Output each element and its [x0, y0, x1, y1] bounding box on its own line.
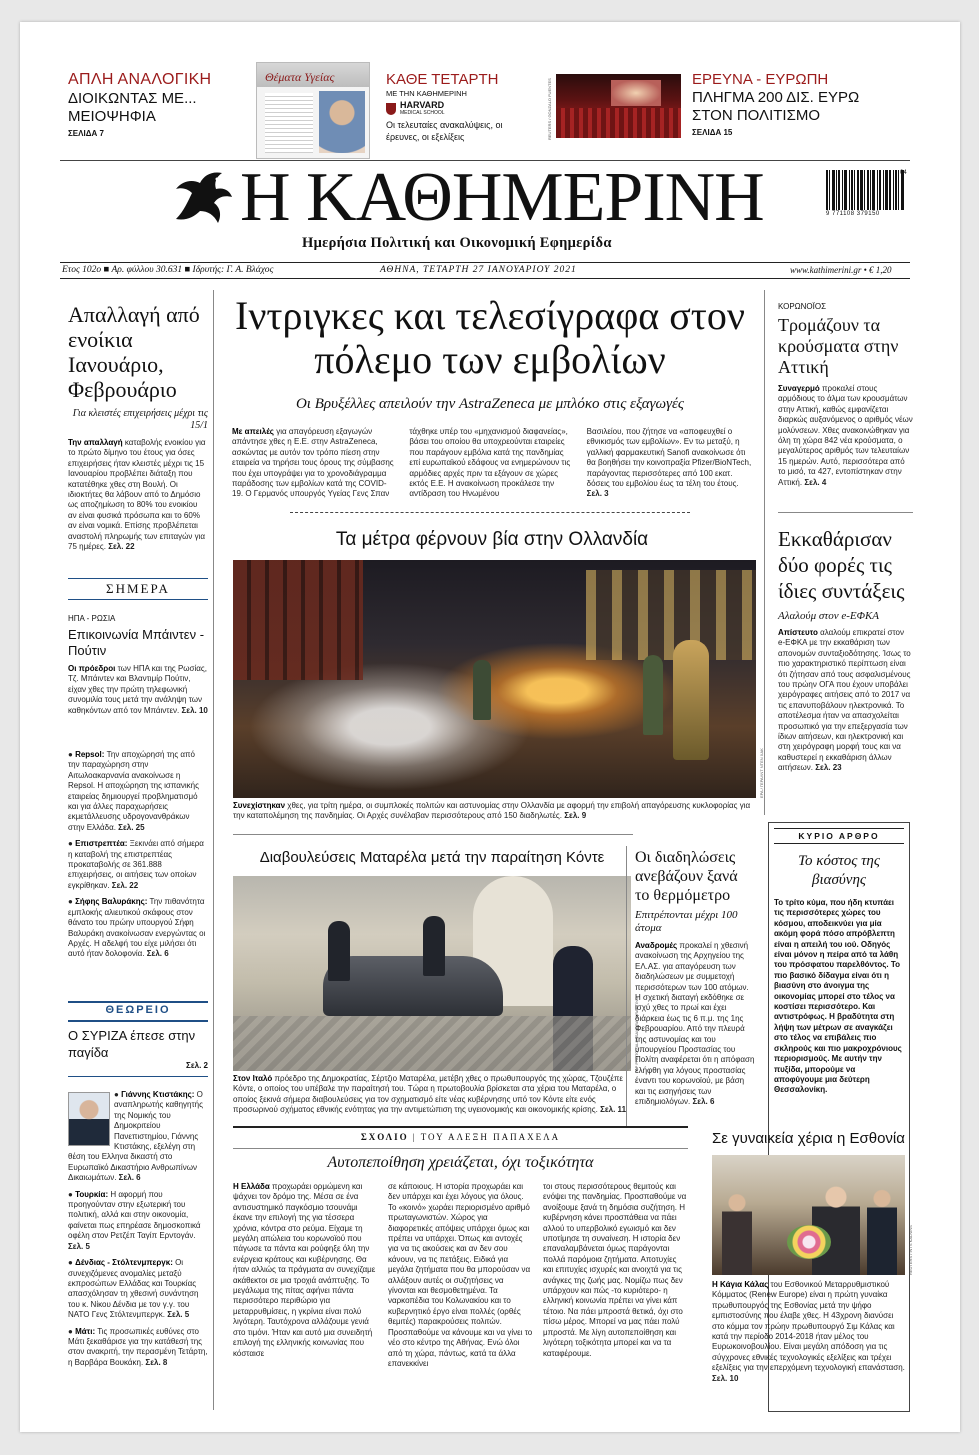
brief-ktistakis[interactable]: ● Γιάννης Κτιστάκης: Ο αναπληρωτής καθηγητής της Νομικής του Δημοκριτείου Πανεπιστημίου, Γιάννης Κτιστάκης, εξελέγη στη θέση του Ελληνα δικαστή στο Ευρωπαϊκό Δικαστήριο Ανθρωπίνων Δικαιωμάτων. Σελ. 6: [68, 1090, 203, 1183]
netherlands-headline[interactable]: Τα μέτρα φέρνουν βία στην Ολλανδία: [335, 529, 649, 550]
harvard-brand-sub: MEDICAL SCHOOL: [400, 110, 445, 116]
story-body: Αναδρομές προκαλεί η χθεσινή ανακοίνωση της Αρχηγείου της ΕΛ.ΑΣ. για απαγόρευση των διαδηλώσεων με συμμετοχή περισσότερων των 100 ατόμων. Η σχετική διαταγή εκδόθηκε σε ισχύ χθες το πρωί και έχει διάρκεια έως τις 6 π.μ. της 1ης Φεβρουαρίου. Από την πλευρά της αστυνομίας και του υπουργείου Προστασίας του Πολίτη αναφέρεται ότι η απόφαση ελήφθη για λόγους προστασίας έναντι του κορωνοϊού, με βάση και τις εισηγήσεις των επιδημιολόγων. Σελ. 6: [635, 941, 755, 1107]
portrait-ktistakis: [68, 1092, 110, 1146]
teaser-sub: ΜΕ ΤΗΝ ΚΑΘΗΜΕΡΙΝΗ: [386, 89, 467, 98]
story-biden-putin[interactable]: [68, 614, 208, 716]
teaser-electoral[interactable]: [68, 71, 218, 138]
story-body: Οι πρόεδροι των ΗΠΑ και της Ρωσίας, Τζ. Μπάιντεν και Βλαντιμίρ Πούτιν, είχαν χθες την πρώτη τηλεφωνική συνομιλία τους μετά την ανάληψη των καθηκόντων από τον Μπάιντεν. Σελ. 10: [68, 664, 208, 715]
divider: [68, 1020, 208, 1022]
story-kicker: ΚΟΡΩΝΟΪΟΣ: [778, 302, 827, 311]
divider: [778, 512, 913, 513]
photo-credit: REUTERS / GONZALO FUENTES: [547, 78, 552, 140]
column-rule: [626, 846, 627, 1128]
estonia-photo: [712, 1155, 905, 1275]
today-briefs: [68, 750, 208, 960]
quirinale-photo: [233, 876, 631, 1071]
story-subtitle: Για κλειστές επιχειρήσεις μέχρι τις 15/1: [72, 408, 208, 431]
barcode: [826, 170, 911, 217]
health-magazine-cover[interactable]: [256, 62, 370, 159]
story-title: Οι διαδηλώσεις ανεβάζουν ξανά το θερμόμετρο: [635, 849, 738, 904]
story-covid[interactable]: [778, 302, 913, 488]
masthead-tagline: Ημερήσια Πολιτική και Οικονομική Εφημερίδα: [302, 235, 612, 251]
divider: [233, 1148, 688, 1149]
lead-col-1: Με απειλές για απαγόρευση εξαγωγών απάντησε χθες η Ε.Ε. στην AstraZeneca, ασκώντας με αυτόν τον τρόπο πίεση στην εταιρεία να τηρήσει τους όρους της σύμβασης που έχει υπογράψει για το χρονοδιάγραμμα παράδοσης των εμβολίων κατά της COVID-19. Ο Γερμανός υπουργός Υγείας Γενς Σπαν: [232, 427, 394, 499]
brief-repsol[interactable]: ● Repsol: Την αποχώρησή της από την παραχώρηση στην Αιτωλοακαρνανία ανακοίνωσε η Repsol. Η αποχώρηση της ισπανικής εταιρείας δημιουργεί προβληματισμό και για άλλες παραχωρήσεις εκμετάλλευσης υδρογονανθράκων στην Ελλάδα. Σελ. 25: [68, 750, 199, 832]
harvard-shield-icon: [386, 103, 396, 115]
divider: [233, 834, 633, 835]
lead-body: [232, 427, 752, 500]
comment-author: ΤΟΥ ΑΛΕΞΗ ΠΑΠΑΧΕΛΑ: [420, 1132, 561, 1142]
barcode-issue: 04: [900, 170, 907, 176]
website-price: www.kathimerini.gr • € 1,20: [790, 265, 892, 275]
story-title: Τρομάζουν τα κρούσματα στην Αττική: [778, 315, 899, 377]
comment-header: ΣΧΟΛΙΟ | ΤΟΥ ΑΛΕΞΗ ΠΑΠΑΧΕΛΑ: [360, 1132, 561, 1142]
story-body: Συναγερμό προκαλεί στους αρμόδιους το άλμα των κρουσμάτων στην Αττική, καθώς εμφανίζεται διαρκώς αυξανόμενος ο αριθμός νέων μολύνσεων. Χθες ανακοινώθηκαν για όλη τη χώρα 842 νέα κρούσματα, ο μεγαλύτερος αριθμός των τελευταίων 15 ημερών. Αυτό, περισσότερα από το μισό, τα 427, εντοπίστηκαν στην Αττική. Σελ. 4: [778, 384, 913, 487]
harvard-brand: HARVARD: [400, 100, 445, 110]
netherlands-riot-photo: [233, 560, 756, 798]
teaser-title: ΔΙΟΙΚΩΝΤΑΣ ΜΕ... ΜΕΙΟΨΗΦΙΑ: [68, 90, 197, 125]
comment-col-3: τοι στους περισσότερους θεμιτούς και ενόψει της πανδημίας. Προσπαθούμε να ανοίξουμε ξανά τη δημόσια συζήτηση. Η κυβέρνηση κάνει προσπάθεια να πάει αλλού το υπερβολικό εγωισμό και δεν υποτίμησε τη συναίνεση. Η ιστορία δεν επαναλαμβάνεται όμως παράγονται πολλά παρόμοια ζητήματα. Αποτυχίες και επιτυχίες ισχυρές και ανοιχτά για τις ανάγκες της ζωής μας. Νομίζω πως δεν υπάρχουν και πώς -το κυριότερο- η ελληνική κοινωνία πρέπει να γίνει κάπ τέτοιο. Να πάει μπροστά θετικά, όχι στο πίσω μέρος. Μπορεί να μας πάει πολύ μπροστά. Με λίγη αυτοπεποίθηση και λιγότερη τοξικότητα μπορεί και να τα καταφέρουμε.: [543, 1182, 687, 1358]
lead-col-3: Βασιλείου, που ζήτησε να «αποφευχθεί ο εθνικισμός των εμβολίων». Εν τω μεταξύ, η γαλλική φαρμακευτική Sanofi ανακοίνωσε ότι θα βοηθήσει την κοινοπραξία Pfizer/BioNTech, παράγοντας περισσότερες από 100 εκατ. δόσεις του εμβολίου έως τα τέλη του έτους. Σελ. 3: [586, 427, 752, 499]
story-efka[interactable]: [778, 526, 913, 774]
griffin-logo-icon: [170, 167, 235, 227]
barcode-bars: [826, 170, 911, 210]
story-title: Επικοινωνία Μπάιντεν - Πούτιν: [68, 627, 205, 658]
story-syriza[interactable]: [68, 1027, 208, 1070]
story-title: Εκκαθάρισαν δύο φορές τις ίδιες συντάξεις: [778, 527, 905, 603]
divider: [68, 1001, 208, 1003]
teaser-text: Οι τελευταίες ανακαλύψεις, οι έρευνες, οι εξελίξεις: [386, 120, 503, 142]
brief-valyrakis[interactable]: ● Σήφης Βαλυράκης: Την πιθανότητα εμπλοκής αλιευτικού σκάφους στον θάνατο του πρώην υπουργού Σήφη Βαλυράκη ανακοίνωσαν ενεργώντας οι Αρχές. Η αδελφή του είχε μιλήσει ότι αυτό ήταν δολοφονία. Σελ. 6: [68, 897, 206, 959]
story-title: Ο ΣΥΡΙΖΑ έπεσε στην παγίδα: [68, 1028, 196, 1060]
story-body: Την απαλλαγή καταβολής ενοικίου για το πρώτο δίμηνο του έτους για όσες επιχειρήσεις ήταν κλειστές μέχρι τις 15 Ιανουαρίου προβλέπει διάταξη που κατατέθηκε χθες στη Βουλή. Οι ιδιοκτήτες θα λάβουν από το Δημόσιο ως αποζημίωση το 80% του ενοικίου αν είναι φυσικά πρόσωπα και το 60% αν είναι νομικά. Επίσης προβλέπεται αναστολή πληρωμής των επιταγών για 75 ημέρες. Σελ. 22: [68, 438, 206, 552]
issue-date: ΑΘΗΝΑ, ΤΕΤΑΡΤΗ 27 ΙΑΝΟΥΑΡΙΟΥ 2021: [380, 265, 577, 275]
divider: [68, 599, 208, 600]
comment-col-1: Η Ελλάδα προχωράει ορμώμενη και ψάχνει τον δρόμο της. Μέσα σε ένα αντισυστημικό παγκόσμιο τσουνάμι έκανε την επιλογή της για τέσσερα χρόνια, κόντρα στο ρεύμα. Είχαμε τη μεγάλη απώλεια του κορωνοϊού που πάγωσε τα πάντα και ρούφηξε όλη την ενέργεια κράτους και κυβέρνησης. Θα ήταν αλλιώς τα πράγματα αν συνεχίζαμε ακάθεκτοι σε μια τροχιά ανάπτυξης. Το μεγάλωμα της πίτας αφήνει πάντα περισσότερο περιθώριο για μεταρρυθμίσεις, η γκρίνια είναι πολύ λιγότερη. Ταυτόχρονα αλλάζουμε γενιά στο τιμόνι. Ήταν και αυτό μια συνειδητή επιλογή της ελληνικής κοινωνίας που κόσταισε: [233, 1182, 376, 1358]
story-subtitle: Επιτρέπονται μέχρι 100 άτομα: [635, 909, 738, 934]
editorial-body: Το τρίτο κύμα, που ήδη κτυπάει τις περισσότερες χώρες του κόσμου, αποδεικνύει για μία ακόμη φορά πόσο απρόβλεπτη είναι η απειλή του ιού. Οδηγός είναι μόνον η πείρα από τα λάθη του πρόσφατου παρελθόντος. Το πιο βασικό δίδαγμα είναι ότι η βιασύνη στο άνοιγμα της οικονομίας μπορεί στο τέλος να κοστίσει περισσότερο. Και αντιστρόφως. Η βραδύτητα στη λήψη των μέτρων σε αναγκάζει στο τέλος να επιβάλεις πιο σκληρούς και πιο μακροχρόνιους περιορισμούς. Με αυτήν την πυξίδα, μπορούμε να αποφύγουμε μια δεύτερη Θεσσαλονίκη.: [774, 898, 902, 1095]
divider: [290, 512, 690, 513]
story-ref: Σελ. 2: [186, 1061, 208, 1070]
brief-epistreptea[interactable]: ● Επιστρεπτέα: Ξεκινάει από σήμερα η καταβολή της επιστρεπτέας προκαταβολής σε 361.888 επιχειρήσεις, οι αιτήσεις των οποίων εγκρίθηκαν. Σελ. 22: [68, 839, 204, 890]
masthead-title: Η ΚΑΘΗΜΕΡΙΝΗ: [240, 159, 764, 236]
teaser-title: ΠΛΗΓΜΑ 200 ΔΙΣ. ΕΥΡΩ ΣΤΟΝ ΠΟΛΙΤΙΣΜΟ: [692, 89, 860, 124]
lead-headline[interactable]: Ιντριγκες και τελεσίγραφα στον πόλεμο των εμβολίων: [235, 293, 745, 382]
estonia-headline[interactable]: Σε γυναικεία χέρια η Εσθονία: [712, 1130, 905, 1147]
teaser-kicker: ΕΡΕΥΝΑ - ΕΥΡΩΠΗ: [692, 71, 829, 88]
magazine-title: Θέματα Υγείας: [265, 70, 335, 84]
story-title: Απαλλαγή από ενοίκια Ιανουάριο, Φεβρουάριο: [68, 302, 200, 402]
estonia-caption: Η Κάγια Κάλας του Εσθονικού Μεταρρυθμιστικού Κόμματος (Renew Europe) είναι η πρώτη γυναίκα πρωθυπουργός της Εσθονίας μετά την ψήφο εμπιστοσύνης που έλαβε χθες. Η 43χρονη διανύσει στο κόμμα τον πρώην πρωθυπουργό Σιμ Κάλας και κατά την περίοδο 2014-2018 ήταν μέλος του Ευρωκοινοβουλίου. Είναι μεγάλη απόδοση για τις σύγχρονες εθνικές τεχνολογικές εξελίξεις και τρέχει εξελίξεις για την επερχόμενη τεχνολογική επανάσταση. Σελ. 10: [712, 1280, 905, 1383]
italy-headline[interactable]: Διαβουλεύσεις Ματαρέλα μετά την παραίτηση Κόντε: [259, 849, 605, 866]
divider: [68, 578, 208, 579]
barcode-number: 9 771108 379150: [826, 211, 880, 217]
column-rule: [764, 290, 765, 815]
brief-turkey[interactable]: ● Τουρκία: Η αφορμή που προηγούνταν στην εξωτερική του πολιτική, αλλά και στην οικονομία, φαίνεται πως επηρέασε δημοσκοπικά οφέλη στον Ρετζέπ Ταγίπ Ερντογάν. Σελ. 5: [68, 1189, 201, 1251]
brief-mati[interactable]: ● Μάτι: Τις προσωπικές ευθύνες στο Μάτι ξεκαθάρισε για την κατάθεσή της στον ανακριτή, την περασμένη Τετάρτη, η Βαρβάρα Βουκάκη. Σελ. 8: [68, 1326, 208, 1367]
photo-credit: REUTERS / INTS KALNINS: [908, 1225, 913, 1275]
theoreio-briefs: [68, 1090, 208, 1368]
issue-info: Ετος 102ο ■ Αρ. φύλλου 30.631 ■ Ιδρυτής: Γ. Α. Βλάχος: [62, 265, 274, 275]
teaser-kicker: ΑΠΛΗ ΑΝΑΛΟΓΙΚΗ: [68, 71, 212, 88]
photo-credit: EPA / ΓΕΡΑΛΝΤ ΝΤΕΝ ΧΑΚ: [759, 748, 764, 798]
story-protests[interactable]: [635, 848, 755, 1108]
italy-caption: Στον Ιταλό πρόεδρο της Δημοκρατίας, Σέρτζιο Ματαρέλα, μετέβη χθες ο πρωθυπουργός της χώρας, Τζουζέπε Κόντε, ο οποίος του υπέβαλε την παραίτησή του. Τώρα η πρωτοβουλία βρίσκεται στα χέρια του Ματαρέλα, ο οποίος ξεκινά σήμερα διαβουλεύσεις για τον σχηματισμό είτε νέας κυβέρνησης υπό τον Κόντε είτε ενός προσωρινού σχήματος εθνικής ενότητας για την αντιμετώπιση της υγειονομικής και οικονομικής κρίσης. Σελ. 11: [233, 1074, 627, 1115]
column-rule: [213, 290, 214, 1410]
story-rent[interactable]: [68, 302, 208, 552]
editorial-label: ΚΥΡΙΟ ΑΡΘΡΟ: [774, 828, 904, 844]
comment-label: ΣΧΟΛΙΟ: [360, 1132, 409, 1142]
theater-photo: [556, 74, 681, 138]
editorial[interactable]: [774, 828, 904, 1096]
brief-dendias[interactable]: ● Δένδιας - Στόλτενμπεργκ: Οι συνεχιζόμενες ανομαλίες μεταξύ εκπροσώπων Ελλάδας και Τουρκίας απασχόλησαν τη χθεσινή συνάντηση του κ. Νίκου Δένδια με τον γ.γ. του ΝΑΤΟ Γενς Στόλτενμπεργκ. Σελ. 5: [68, 1258, 199, 1320]
comment-title[interactable]: Αυτοπεποίθηση χρειάζεται, όχι τοξικότητα: [327, 1154, 594, 1171]
story-kicker: ΗΠΑ - ΡΩΣΙΑ: [68, 614, 116, 623]
editorial-title: Το κόστος της βιασύνης: [798, 853, 880, 888]
story-body: Απίστευτο αλαλούμ επικρατεί στον e-ΕΦΚΑ με την εκκαθάριση των απονομών συνταξιοδότησης. Ίσως το πιο χαρακτηριστικό περίπτωση είναι ότι ζήτησαν από τους ασφαλισμένους του πρώην ΟΓΑ που έχουν υποβάλει χειρόγραφες αιτήσεις από το 2017 να τις επανυποβάλουν ηλεκτρονικά. Το αποτέλεσμα ήταν να απασχολείται προσωπικό για την επεξεργασία των ίδιων αιτήσεων, και ηλεκτρονική και στη χειρόγραφη μορφή τους και να καθυστερεί η εκκαθάριση άλλων αιτήσεων. Σελ. 23: [778, 628, 911, 773]
divider: [68, 1076, 208, 1077]
divider: [60, 262, 910, 263]
lead-col-2: τάχθηκε υπέρ του «μηχανισμού διαφανείας», βάσει του οποίου θα υποχρεούνται εταιρείες που παράγουν εμβόλια κατά της πανδημίας επί ευρωπαϊκού εδάφους να ενημερώνουν τις αρμόδιες αρχές πριν τα εξάγουν σε χώρες εκτός Ε.Ε. Η ανακοίνωση προκάλεσε την αντίδραση του Ηνωμένου: [409, 427, 571, 499]
photo-credit: AP PHOTO / ALESSANDRA TARANTINO: [634, 996, 639, 1071]
teaser-kicker: ΚΑΘΕ ΤΕΤΑΡΤΗ: [386, 71, 499, 88]
teaser-culture[interactable]: [692, 71, 912, 137]
teaser-page: ΣΕΛΙΔΑ 7: [68, 129, 104, 138]
teaser-page: ΣΕΛΙΔΑ 15: [692, 128, 733, 137]
comment-body: [233, 1182, 688, 1369]
newspaper-front-page: [20, 22, 960, 1432]
today-label: ΣΗΜΕΡΑ: [106, 581, 170, 596]
comment-col-2: σε κάποιους. Η ιστορία προχωράει και δεν υπάρχει και έχει λόγους για όλους. Το «κοινό» χωράει περιορισμένο αριθμό πρωταγωνιστών. Χώρος για διαφορετικές απόψεις υπάρχει όμως και πρέπει να υπάρχει. Όπως και αντοχές για να τις ακούσεις και αν δεν σου κάνουν, να τις πετάξεις. Ειδικά για μεγάλα ζητήματα που θα μπορούσαν να αλλάξουν αυτές οι συζητήσεις να γίνονται και θεσμοθετημένα. Τα ναρκοπέδια του Κολωνακίου και το κυβερνητικό έργο είναι πολλές (ορθές θεμιτές) παρακρούσεις πολιτών. Προσπαθούμε να κάνουμε και να γίνει το νέο στο κέντρο της Αθήνας. Ενώ όλοι από τη χώρα, πάντως, κατά τα άλλα επανεκκίνει: [388, 1182, 533, 1368]
theoreio-label: ΘΕΩΡΕΙΟ: [105, 1004, 171, 1016]
divider: [233, 1126, 688, 1128]
divider: [60, 278, 910, 279]
netherlands-caption: Συνεχίστηκαν χθες, για τρίτη ημέρα, οι συμπλοκές πολιτών και αστυνομίας στην Ολλανδία με αφορμή την επιβολή απαγόρευσης κυκλοφορίας για την καταπολέμηση της πανδημίας. Οι Αρχές συνέλαβαν περισσότερους από 150 διαδηλωτές. Σελ. 9: [233, 801, 751, 821]
teaser-harvard[interactable]: [386, 71, 536, 143]
lead-subheadline: Οι Βρυξέλλες απειλούν την AstraZeneca με μπλόκο στις εξαγωγές: [295, 396, 685, 412]
story-subtitle: Αλαλούμ στον e-ΕΦΚΑ: [778, 610, 880, 622]
